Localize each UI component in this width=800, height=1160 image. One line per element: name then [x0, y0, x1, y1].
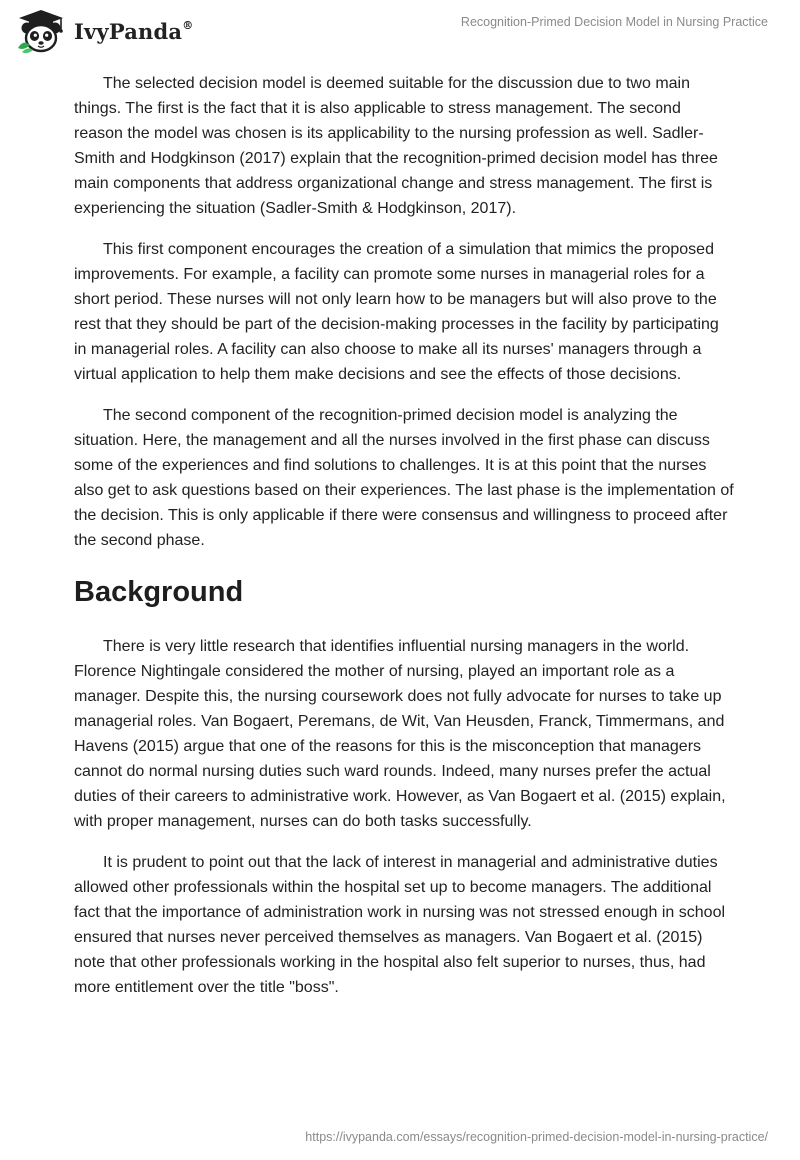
ivypanda-logo[interactable] — [14, 8, 193, 54]
essay-content — [74, 71, 734, 1016]
panda-graduate-icon — [14, 8, 68, 54]
logo-wordmark — [74, 19, 193, 44]
paragraph: The selected decision model is deemed suitable for the discussion due to two main things. The first is the fact that it is also applicable to stress management. The second reason the model was chosen is its applicability to the nursing profession as well. Sadler-Smith and Hodgkinson (2017) explain that the recognition-primed decision model has three main components that address organizational change and stress management. The first is experiencing the situation (Sadler-Smith & Hodgkinson, 2017). — [74, 75, 718, 217]
registered-mark: ® — [182, 18, 194, 32]
paragraph: It is prudent to point out that the lack of interest in managerial and administrative duties allowed other professionals within the hospital set up to become managers. The additional fact that the importance of administration work in nursing was not stressed enough in school ensured that nurses never perceived themselves as managers. Van Bogaert et al. (2015) note that other professionals working in the hospital also felt superior to nurses, thus, had more entitlement over the title "boss". — [74, 854, 726, 996]
source-url[interactable]: https://ivypanda.com/essays/recognition-primed-decision-model-in-nursing-practice/ — [305, 1130, 768, 1144]
page-header — [0, 0, 800, 70]
logo-name: IvyPanda — [74, 18, 183, 44]
paragraph: The second component of the recognition-primed decision model is analyzing the situation. Here, the management and all the nurses involved in the first phase can discuss some of the experiences and find solutions to challenges. It is at this point that the nurses also get to ask questions based on their experiences. The last phase is the implementation of the decision. This is only applicable if there were consensus and willingness to proceed after the second phase. — [74, 407, 734, 549]
document-title: Recognition-Primed Decision Model in Nursing Practice — [460, 15, 768, 29]
section-heading-background: Background — [74, 576, 244, 608]
paragraph: There is very little research that identifies influential nursing managers in the world. Florence Nightingale considered the mother of nursing, played an important role as a manager. Despite this, the nursing coursework does not fully advocate for nurses to take up managerial roles. Van Bogaert, Peremans, de Wit, Van Heusden, Franck, Timmermans, and Havens (2015) argue that one of the reasons for this is the misconception that managers cannot do normal nursing duties such ward rounds. Indeed, many nurses prefer the actual duties of their careers to administrative work. However, as Van Bogaert et al. (2015) explain, with proper management, nurses can do both tasks successfully. — [74, 638, 726, 830]
paragraph: This first component encourages the creation of a simulation that mimics the proposed improvements. For example, a facility can promote some nurses in managerial roles for a short period. These nurses will not only learn how to be managers but will also prove to the rest that they should be part of the decision-making processes in the facility by participating in managerial roles. A facility can also choose to make all its nurses' managers through a virtual application to help them make decisions and see the effects of those decisions. — [74, 241, 719, 383]
